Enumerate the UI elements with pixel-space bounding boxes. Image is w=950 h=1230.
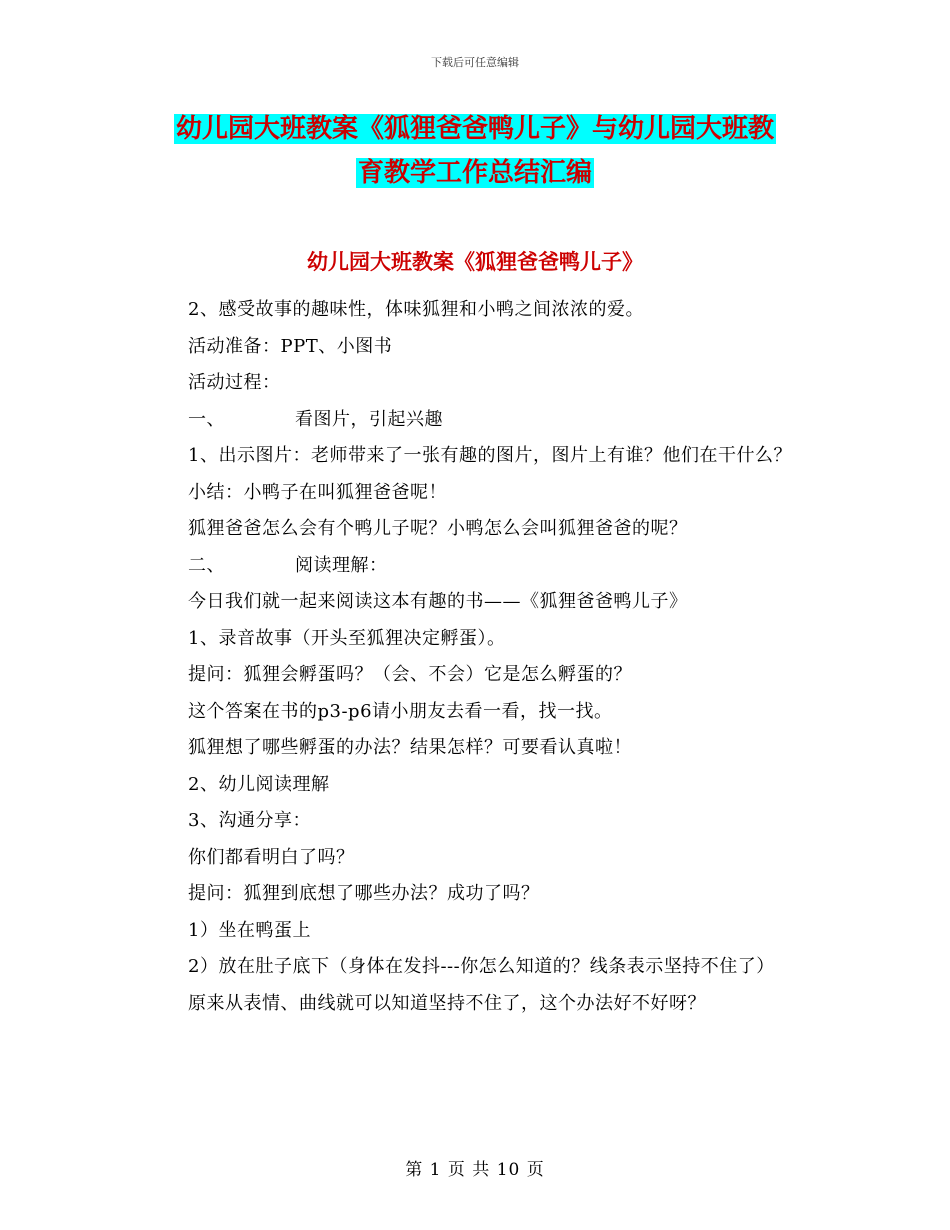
title-highlight-1: 幼儿园大班教案《狐狸爸爸鸭儿子》与幼儿园大班教	[175, 114, 774, 144]
paragraph: 活动过程：	[188, 372, 281, 393]
document-title-line-2	[0, 156, 950, 190]
step-text: 阅读理解：	[295, 554, 388, 576]
paragraph: 原来从表情、曲线就可以知道坚持不住了，这个办法好不好呀？	[188, 992, 706, 1014]
paragraph: 2、幼儿阅读理解	[188, 773, 330, 795]
header-note: 下载后可任意编辑	[431, 56, 519, 69]
paragraph: 狐狸想了哪些孵蛋的办法？结果怎样？可要看认真啦！	[188, 737, 632, 758]
paragraph: 狐狸爸爸怎么会有个鸭儿子呢？小鸭怎么会叫狐狸爸爸的呢？	[188, 518, 688, 539]
paragraph: 今日我们就一起来阅读这本有趣的书——《狐狸爸爸鸭儿子》	[188, 591, 688, 612]
paragraph: 3、沟通分享：	[188, 810, 311, 831]
title-highlight-2: 育教学工作总结汇编	[357, 158, 592, 188]
paragraph: 活动准备：PPT、小图书	[188, 335, 393, 357]
paragraph: 提问：狐狸会孵蛋吗？（会、不会）它是怎么孵蛋的？	[188, 664, 632, 685]
numbered-step	[142, 402, 812, 439]
paragraph: 提问：狐狸到底想了哪些办法？成功了吗？	[188, 883, 540, 904]
document-body	[142, 292, 812, 1022]
document-title-line-1	[0, 112, 950, 146]
paragraph: 这个答案在书的p3-p6请小朋友去看一看，找一找。	[188, 700, 613, 722]
paragraph: 2、感受故事的趣味性，体味狐狸和小鸭之间浓浓的爱。	[188, 299, 644, 320]
step-number: 一、	[188, 408, 225, 430]
paragraph: 你们都看明白了吗？	[188, 846, 355, 868]
section-title: 幼儿园大班教案《狐狸爸爸鸭儿子》	[307, 250, 643, 274]
step-number: 二、	[188, 554, 225, 576]
paragraph: 2）放在肚子底下（身体在发抖---你怎么知道的？线条表示坚持不住了）	[188, 956, 775, 977]
paragraph: 1、录音故事（开头至狐狸决定孵蛋）。	[188, 627, 506, 649]
paragraph: 小结：小鸭子在叫狐狸爸爸呢！	[188, 481, 447, 503]
paragraph: 1、出示图片：老师带来了一张有趣的图片，图片上有谁？他们在干什么？	[188, 445, 792, 466]
step-text: 看图片，引起兴趣	[295, 408, 443, 430]
paragraph: 1）坐在鸭蛋上	[188, 919, 311, 941]
numbered-step	[142, 548, 812, 585]
page-footer: 第 1 页 共 10 页	[405, 1160, 545, 1180]
